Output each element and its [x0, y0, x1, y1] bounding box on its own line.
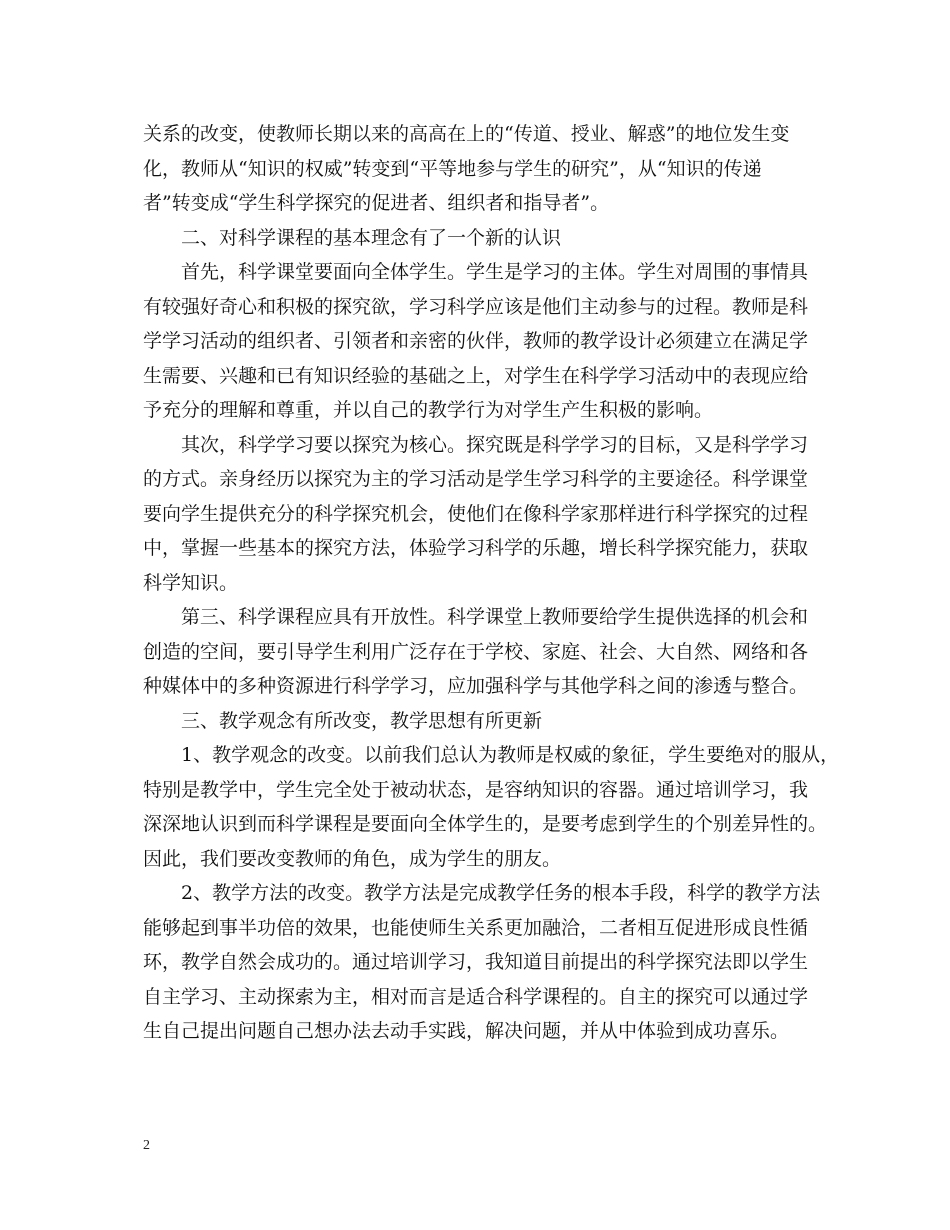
paragraph-first-line: 其次，科学学习要以探究为核心。探究既是科学学习的目标，又是科学学习 — [181, 433, 809, 456]
text-line: 科学知识。 — [143, 571, 239, 594]
text-line: 生自己提出问题自己想办法去动手实践，解决问题，并从中体验到成功喜乐。 — [143, 1020, 790, 1042]
text-line: 关系的改变，使教师长期以来的高高在上的“传道、授业、解惑”的地位发生变 — [143, 123, 790, 145]
text-line: 能够起到事半功倍的效果，也能使师生关系更加融洽，二者相互促进形成良性循 — [143, 916, 809, 939]
paragraph-first-line: 首先，科学课堂要面向全体学生。学生是学习的主体。学生对周围的事情具 — [181, 261, 809, 283]
section-heading: 三、教学观念有所改变，教学思想有所更新 — [181, 709, 543, 732]
paragraph-first-line: 1、教学观念的改变。以前我们总认为教师是权威的象征，学生要绝对的服从， — [181, 744, 840, 766]
text-line: 创造的空间，要引导学生利用广泛存在于学校、家庭、社会、大自然、网络和各 — [143, 640, 809, 663]
text-line: 的方式。亲身经历以探究为主的学习活动是学生学习科学的主要途径。科学课堂 — [143, 468, 809, 490]
text-line: 深深地认识到而科学课程是要面向全体学生的，是要考虑到学生的个别差异性的。 — [143, 813, 828, 835]
text-line: 学学习活动的组织者、引领者和亲密的伙伴，教师的教学设计必须建立在满足学 — [143, 330, 809, 352]
text-line: 者”转变成“学生科学探究的促进者、组织者和指导者”。 — [143, 192, 610, 214]
text-line: 种媒体中的多种资源进行科学学习，应加强科学与其他学科之间的渗透与整合。 — [143, 675, 809, 697]
text-line: 化，教师从“知识的权威”转变到“平等地参与学生的研究”，从“知识的传递 — [143, 157, 762, 180]
page-number: 2 — [143, 1138, 150, 1153]
document-body — [143, 117, 840, 1049]
text-line: 自主学习、主动探索为主，相对而言是适合科学课程的。自主的探究可以通过学 — [143, 985, 809, 1008]
text-line: 要向学生提供充分的科学探究机会，使他们在像科学家那样进行科学探究的过程 — [143, 502, 809, 525]
paragraph-first-line: 第三、科学课程应具有开放性。科学课堂上教师要给学生提供选择的机会和 — [181, 606, 809, 628]
section-heading: 二、对科学课程的基本理念有了一个新的认识 — [181, 226, 562, 249]
paragraph-first-line: 2、教学方法的改变。教学方法是完成教学任务的根本手段，科学的教学方法 — [181, 882, 821, 904]
text-line: 环，教学自然会成功的。通过培训学习，我知道目前提出的科学探究法即以学生 — [143, 951, 809, 973]
text-line: 特别是教学中，学生完全处于被动状态，是容纳知识的容器。通过培训学习，我 — [143, 778, 809, 801]
text-line: 生需要、兴趣和已有知识经验的基础之上，对学生在科学学习活动中的表现应给 — [143, 364, 809, 387]
text-line: 予充分的理解和尊重，并以自己的教学行为对学生产生积极的影响。 — [143, 399, 714, 421]
text-line: 中，掌握一些基本的探究方法，体验学习科学的乐趣，增长科学探究能力，获取 — [143, 537, 809, 559]
text-line: 有较强好奇心和积极的探究欲，学习科学应该是他们主动参与的过程。教师是科 — [143, 295, 809, 318]
text-line: 因此，我们要改变教师的角色，成为学生的朋友。 — [143, 847, 562, 870]
